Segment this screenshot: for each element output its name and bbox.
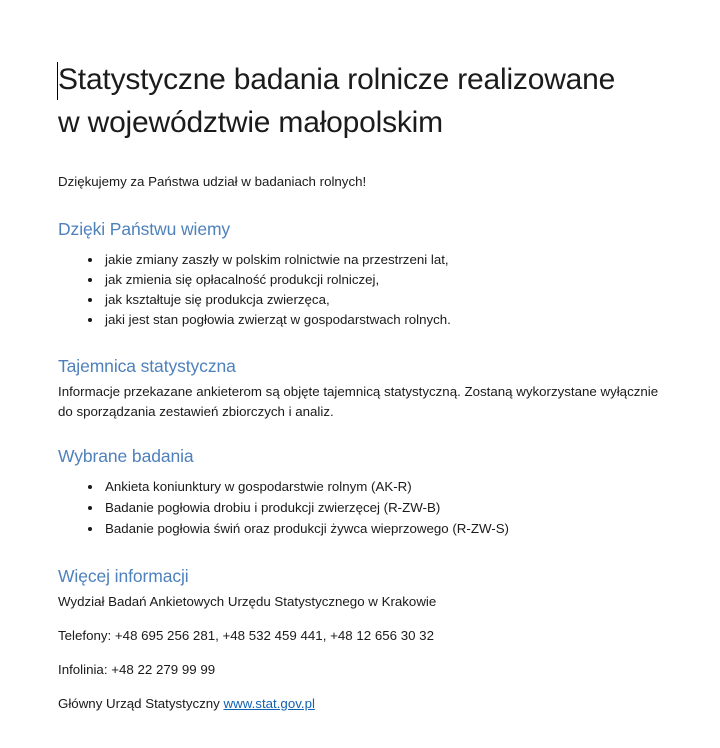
bullet-list-wiemy [58,241,668,330]
section-heading-tajemnica: Tajemnica statystyczna [58,356,236,376]
list-item-label: jak zmienia się opłacalność produkcji rolniczej, [105,272,380,287]
list-item [58,519,668,540]
bullet-dot-icon [88,485,92,489]
list-item [58,270,668,290]
list-item-label: Badanie pogłowia drobiu i produkcji zwierzęcej (R-ZW-B) [105,500,441,515]
website-link[interactable]: www.stat.gov.pl [223,696,315,711]
department-line: Wydział Badań Ankietowych Urzędu Statystycznego w Krakowie [58,594,437,609]
hotline-line: Infolinia: +48 22 279 99 99 [58,662,216,677]
list-item [58,310,668,330]
list-item-label: jakie zmiany zaszły w polskim rolnictwie na przestrzeni lat, [105,252,449,267]
list-item-label: Badanie pogłowia świń oraz produkcji żywca wieprzowego (R-ZW-S) [105,521,509,536]
list-item [58,250,668,270]
phones-line: Telefony: +48 695 256 281, +48 532 459 441, +48 12 656 30 32 [58,628,434,643]
page-title-line-1: Statystyczne badania rolnicze realizowane [58,63,616,96]
section-wybrane-badania [58,422,668,540]
section-tajemnica-statystyczna [58,330,668,422]
list-item-label: jak kształtuje się produkcja zwierzęca, [105,292,330,307]
bullet-dot-icon [88,527,92,531]
page-title-line-2: w województwie małopolskim [58,106,443,139]
section-dzieki-panstwu-wiemy [58,191,668,330]
section-heading-informacje: Więcej informacji [58,566,189,586]
bullet-dot-icon [88,318,92,322]
bullet-dot-icon [88,506,92,510]
list-item [58,290,668,310]
tajemnica-paragraph: Informacje przekazane ankieterom są objęte tajemnicą statystyczną. Zostaną wykorzystane wyłącznie do sporządzania zestawień zbiorczych i analiz. [58,384,659,419]
section-wiecej-informacji [58,540,668,714]
page-title [58,0,668,144]
bullet-dot-icon [88,278,92,282]
bullet-dot-icon [88,298,92,302]
list-item [58,477,668,498]
office-website-line [58,680,668,714]
bullet-dot-icon [88,258,92,262]
document-content [58,0,668,714]
intro-paragraph: Dziękujemy za Państwa udział w badaniach rolnych! [58,174,367,189]
office-name-label: Główny Urząd Statystyczny [58,696,224,711]
section-heading-badania: Wybrane badania [58,446,194,466]
list-item-label: Ankieta koniunktury w gospodarstwie rolnym (AK-R) [105,479,412,494]
bullet-list-badania [58,468,668,540]
list-item [58,498,668,519]
list-item-label: jaki jest stan pogłowia zwierząt w gospodarstwach rolnych. [105,312,451,327]
section-heading-wiemy: Dzięki Państwu wiemy [58,219,231,239]
